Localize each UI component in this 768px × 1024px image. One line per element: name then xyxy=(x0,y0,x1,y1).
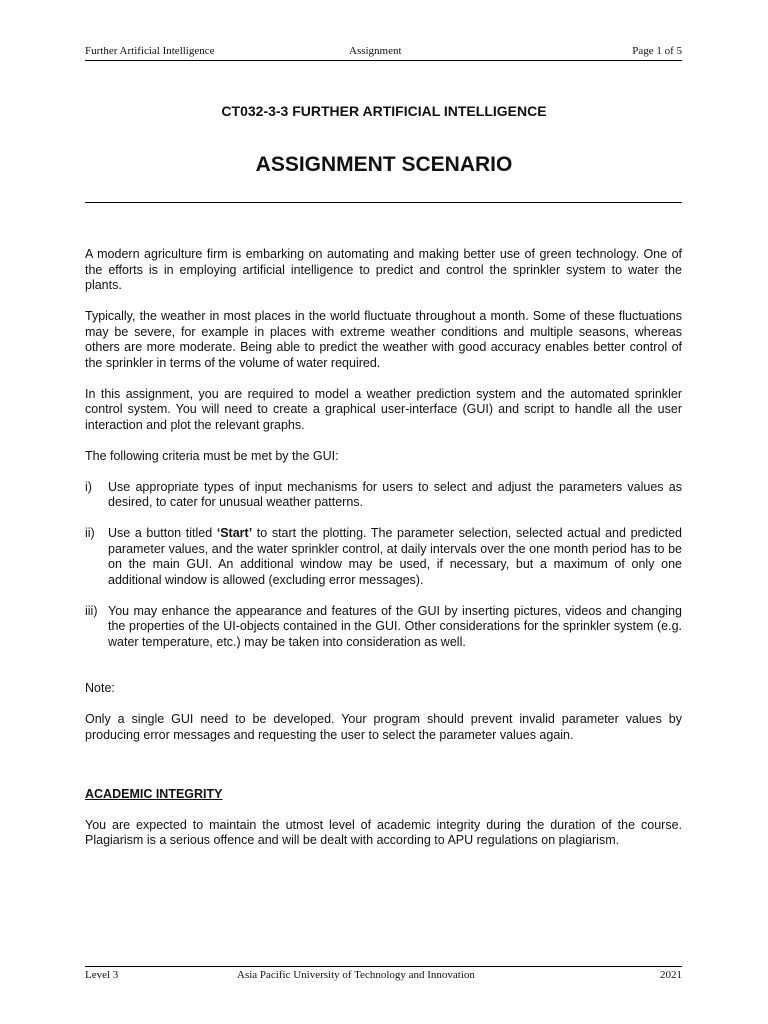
task-paragraph: In this assignment, you are required to model a weather prediction system and the automated sprinkler control system. You will need to create a graphical user-interface (GUI) and script to handle all the user interaction and plot the relevant graphs. xyxy=(85,386,682,432)
page-footer xyxy=(85,966,682,982)
integrity-text: You are expected to maintain the utmost level of academic integrity during the duration of the course. Plagiarism is a serious offence and will be dealt with according to APU regulations on plagiarism. xyxy=(85,817,682,847)
weather-paragraph: Typically, the weather in most places in the world fluctuate throughout a month. Some of these fluctuations may be severe, for example in places with extreme weather conditions and multiple seasons, whereas others are more moderate. Being able to predict the weather with good accuracy enables better control of the sprinkler in terms of the volume of water required. xyxy=(85,309,682,370)
note-text: Only a single GUI need to be developed. Your program should prevent invalid parameter values by producing error messages and requesting the user to select the parameter values again. xyxy=(85,712,682,742)
criteria-item xyxy=(85,604,682,651)
header-doc-type: Assignment xyxy=(349,45,402,57)
criteria-text: Use appropriate types of input mechanisms for users to select and adjust the parameters values as desired, to cater for unusual weather patterns. xyxy=(108,479,682,509)
criteria-item xyxy=(85,480,682,511)
criteria-list xyxy=(85,480,682,651)
criteria-item xyxy=(85,526,682,588)
criteria-text-after: to start the plotting. The parameter selection, selected actual and predicted parameter values, and the water sprinkler control, at daily intervals over the one month period has to be on the main GUI. An additional window may be used, if necessary, but a maximum of only one additional window is allowed (excluding error messages). xyxy=(108,526,682,587)
spacer xyxy=(85,666,682,682)
footer-year: 2021 xyxy=(660,969,682,981)
intro-paragraph: A modern agriculture firm is embarking on automating and making better use of green technology. One of the efforts is in employing artificial intelligence to predict and control the sprinkler system to water the plants. xyxy=(85,247,682,292)
spacer xyxy=(85,759,682,787)
header-course-name: Further Artificial Intelligence xyxy=(85,45,215,57)
criteria-text-before: Use a button titled xyxy=(108,526,217,540)
course-title: CT032-3-3 FURTHER ARTIFICIAL INTELLIGENCE xyxy=(221,103,547,119)
criteria-number: i) xyxy=(85,479,92,494)
page-header xyxy=(85,44,682,61)
title-divider xyxy=(85,202,682,203)
header-page-number: Page 1 of 5 xyxy=(632,45,682,57)
integrity-heading: ACADEMIC INTEGRITY xyxy=(85,786,223,801)
criteria-intro: The following criteria must be met by the GUI: xyxy=(85,448,339,463)
document-title: ASSIGNMENT SCENARIO xyxy=(255,153,513,176)
criteria-number: iii) xyxy=(85,603,98,618)
document-body xyxy=(85,247,682,864)
note-label: Note: xyxy=(85,681,115,695)
footer-level: Level 3 xyxy=(85,969,119,981)
criteria-number: ii) xyxy=(85,526,95,540)
footer-university: Asia Pacific University of Technology and Innovation xyxy=(237,969,475,981)
start-button-name: ‘Start’ xyxy=(216,526,253,540)
criteria-text: You may enhance the appearance and features of the GUI by inserting pictures, videos and changing the properties of the UI-objects contained in the GUI. Other considerations for the sprinkler system (e.g. water temperature, etc.) may be taken into consideration as well. xyxy=(108,603,682,649)
